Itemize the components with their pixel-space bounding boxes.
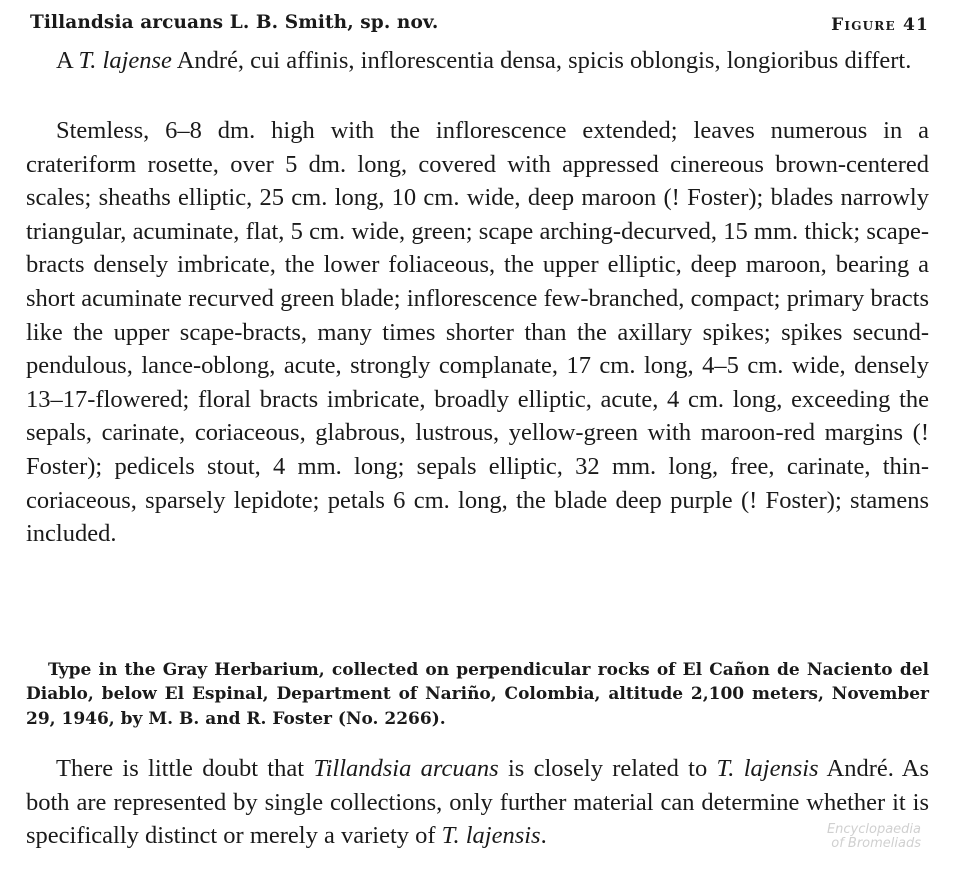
watermark-line-1: Encyclopaedia — [826, 822, 921, 837]
figure-label: Figure 41 — [831, 15, 929, 35]
watermark-line-2: of Bromeliads — [831, 836, 921, 851]
diagnosis-text: André, cui affinis, inflorescentia densa, spicis oblongis, longioribus differt. — [171, 47, 912, 74]
discussion-part-1: There is little doubt that — [56, 755, 314, 782]
species-title: Tillandsia arcuans L. B. Smith, sp. nov. — [30, 12, 439, 33]
species-description — [26, 114, 929, 551]
watermark — [827, 823, 921, 851]
diagnosis-prefix: A — [56, 47, 79, 74]
discussion-part-2: is closely related to — [498, 755, 717, 782]
type-note-text: Type in the Gray Herbarium, collected on perpendicular rocks of El Cañon de Naciento del Diablo, below El Espinal, Department of Nariño, Colombia, altitude 2,100 meters, November 29, 1946, by M. B. and R. Foster (No. 2266). — [26, 660, 929, 729]
discussion-part-3: André. As both are represented by single collections, only further material can determine whether it is specifically distinct or merely a variety of — [26, 755, 930, 850]
discussion-taxon-2: T. lajensis — [716, 755, 819, 782]
type-specimen-note — [26, 658, 929, 731]
latin-diagnosis — [26, 44, 929, 78]
description-text: Stemless, 6–8 dm. high with the inflorescence extended; leaves numerous in a crateriform rosette, over 5 dm. long, covered with appressed cinereous brown-centered scales; sheaths elliptic, 25 cm. long, 10 cm. wide, deep maroon (! Foster); blades narrowly triangular, acuminate, flat, 5 cm. wide, green; scape arching-decurved, 15 mm. thick; scape-bracts densely imbricate, the lower foliaceous, the upper elliptic, deep maroon, bearing a short acuminate recurved green blade; inflorescence few-branched, compact; primary bracts like the upper scape-bracts, many times shorter than the axillary spikes; spikes secund-pendulous, lance-oblong, acute, strongly complanate, 17 cm. long, 4–5 cm. wide, densely 13–17-flowered; floral bracts imbricate, broadly elliptic, acute, 4 cm. long, exceeding the sepals, carinate, coriaceous, glabrous, lustrous, yellow-green with maroon-red margins (! Foster); pedicels stout, 4 mm. long; sepals elliptic, 32 mm. long, free, carinate, thin-coriaceous, sparsely lepidote; petals 6 cm. long, the blade deep purple (! Foster); stamens included. — [26, 117, 929, 548]
page-header — [30, 12, 929, 40]
discussion-taxon-3: T. lajensis — [441, 822, 541, 850]
discussion-part-4: . — [540, 822, 547, 850]
diagnosis-taxon: T. lajense — [78, 47, 172, 74]
discussion-paragraph — [26, 752, 929, 853]
discussion-taxon-1: Tillandsia arcuans — [313, 755, 499, 782]
